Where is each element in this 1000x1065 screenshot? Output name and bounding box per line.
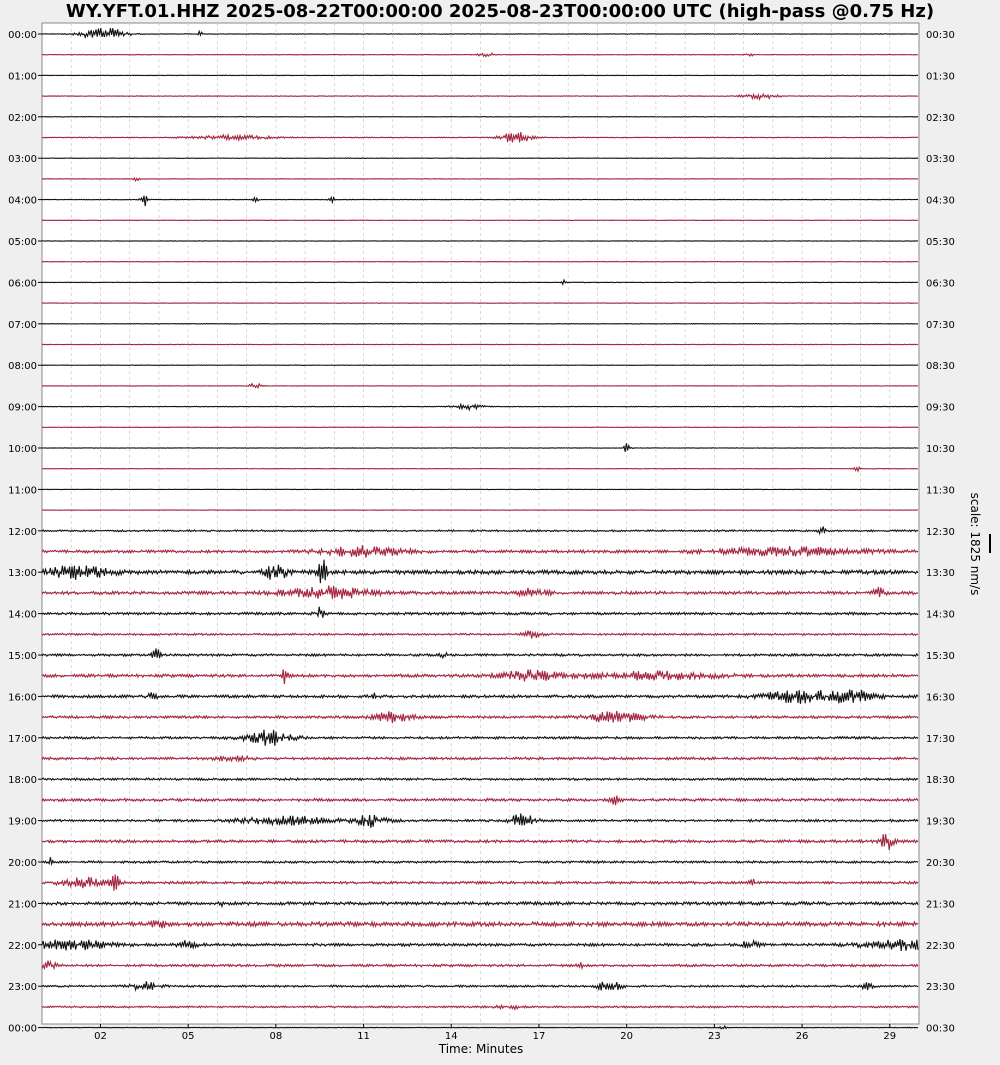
seismic-trace [42, 510, 918, 511]
seismic-trace [42, 324, 918, 325]
seismic-trace [42, 75, 918, 76]
scale-label: scale: 1825 nm/s [968, 492, 982, 596]
right-hour-label: 23:30 [926, 982, 955, 994]
right-hour-label: 05:30 [926, 237, 955, 248]
left-hour-label: 15:00 [8, 651, 37, 662]
x-tick-label: 08 [269, 1031, 283, 1042]
seismic-trace [42, 158, 918, 159]
seismic-trace [42, 1026, 918, 1029]
right-hour-label: 20:30 [926, 858, 955, 869]
right-hour-label: 02:30 [926, 112, 955, 124]
left-hour-label: 07:00 [8, 319, 37, 331]
right-hour-label: 22:30 [926, 940, 955, 952]
seismic-trace [42, 344, 918, 345]
left-hour-label: 01:00 [8, 71, 37, 83]
left-hour-label: 23:00 [8, 982, 37, 994]
seismic-trace [42, 303, 918, 304]
left-hour-label: 22:00 [8, 940, 37, 952]
right-hour-label: 01:30 [926, 71, 955, 83]
right-hour-label: 04:30 [926, 195, 955, 207]
right-hour-label: 11:30 [926, 485, 955, 497]
right-hour-label: 16:30 [926, 692, 955, 704]
right-hour-label: 13:30 [926, 568, 955, 580]
right-hour-label: 06:30 [926, 278, 955, 290]
x-tick-label: 11 [357, 1031, 370, 1042]
right-hour-label: 18:30 [926, 775, 955, 787]
left-hour-label: 02:00 [8, 112, 37, 124]
right-hour-label: 12:30 [926, 526, 955, 538]
right-hour-label: 10:30 [926, 444, 955, 455]
left-hour-label: 10:00 [8, 444, 37, 455]
right-hour-label: 03:30 [926, 154, 955, 166]
x-tick-label: 26 [795, 1031, 809, 1042]
seismic-trace [42, 241, 918, 242]
seismic-trace [42, 117, 918, 118]
left-hour-label: 21:00 [8, 899, 37, 911]
left-hour-label: 08:00 [8, 361, 37, 373]
right-hour-label: 21:30 [926, 899, 955, 911]
right-hour-label: 17:30 [926, 733, 955, 745]
seismic-trace [42, 261, 918, 262]
right-hour-label: 07:30 [926, 319, 955, 331]
seismic-trace [42, 489, 918, 490]
x-axis-label: Time: Minutes [438, 1042, 524, 1056]
right-hour-label: 08:30 [926, 361, 955, 373]
left-hour-label: 11:00 [8, 485, 37, 497]
left-hour-label: 13:00 [8, 568, 37, 580]
chart-title: WY.YFT.01.HHZ 2025-08-22T00:00:00 2025-08-23T00:00:00 UTC (high-pass @0.75 Hz) [65, 1, 935, 22]
right-hour-label: 09:30 [926, 402, 955, 414]
right-hour-label: 15:30 [926, 651, 955, 662]
left-hour-label: 19:00 [8, 816, 37, 828]
left-hour-label: 04:00 [8, 195, 37, 207]
seismic-trace [42, 365, 918, 366]
left-hour-label: 06:00 [8, 278, 37, 290]
left-hour-label: 05:00 [8, 237, 37, 248]
left-hour-label: 17:00 [8, 733, 37, 745]
x-tick-label: 17 [532, 1031, 546, 1042]
left-hour-label: 14:00 [8, 609, 37, 621]
x-tick-label: 29 [883, 1031, 897, 1042]
seismic-trace [42, 427, 918, 428]
x-tick-label: 23 [707, 1031, 721, 1042]
x-tick-label: 02 [94, 1031, 107, 1042]
seismic-trace [42, 220, 918, 221]
right-hour-label: 14:30 [926, 609, 955, 621]
right-hour-label: 00:30 [926, 30, 955, 41]
x-tick-label: 20 [620, 1031, 634, 1042]
left-hour-label: 09:00 [8, 402, 37, 414]
left-hour-label: 12:00 [8, 526, 37, 538]
x-tick-label: 05 [181, 1031, 195, 1042]
left-hour-label: 16:00 [8, 692, 37, 704]
left-hour-label: 00:00 [8, 30, 37, 41]
left-hour-label: 18:00 [8, 775, 37, 787]
right-hour-label: 19:30 [926, 816, 955, 828]
left-hour-label: 00:00 [8, 1023, 37, 1035]
left-hour-label: 20:00 [8, 858, 37, 869]
x-tick-label: 14 [444, 1031, 458, 1042]
right-hour-label: 00:30 [926, 1023, 955, 1035]
left-hour-label: 03:00 [8, 154, 37, 166]
